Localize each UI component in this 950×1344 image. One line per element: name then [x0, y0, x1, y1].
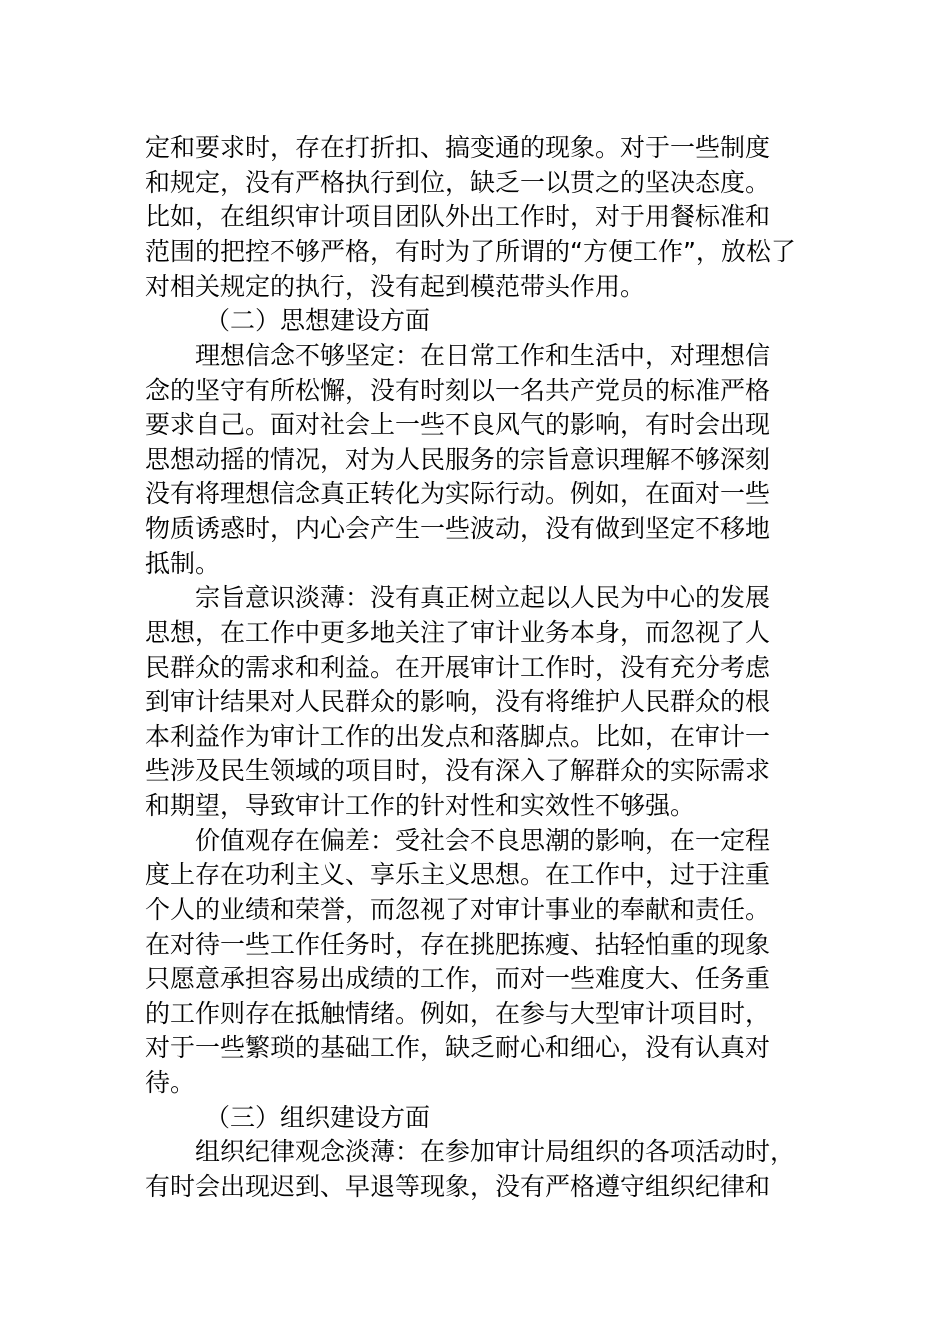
paragraph-first-line: 组织纪律观念淡薄：在参加审计局组织的各项活动时， — [195, 1137, 796, 1166]
text-line: 民群众的需求和利益。在开展审计工作时，没有充分考虑 — [145, 653, 771, 682]
paragraph-first-line: 价值观存在偏差：受社会不良思潮的影响，在一定程 — [195, 826, 771, 855]
text-line: 物质诱惑时，内心会产生一些波动，没有做到坚定不移地 — [145, 514, 771, 543]
text-line: 本利益作为审计工作的出发点和落脚点。比如，在审计一 — [145, 722, 771, 751]
text-line: 思想，在工作中更多地关注了审计业务本身，而忽视了人 — [145, 618, 771, 647]
text-line: 比如，在组织审计项目团队外出工作时，对于用餐标准和 — [145, 202, 771, 231]
text-line: 念的坚守有所松懈，没有时刻以一名共产党员的标准严格 — [145, 376, 771, 405]
text-line: 对相关规定的执行，没有起到模范带头作用。 — [145, 272, 646, 301]
text-line: 有时会出现迟到、早退等现象，没有严格遵守组织纪律和 — [145, 1172, 771, 1201]
text-line: 思想动摇的情况，对为人民服务的宗旨意识理解不够深刻 — [145, 445, 771, 474]
text-line: 个人的业绩和荣誉，而忽视了对审计事业的奉献和责任。 — [145, 895, 771, 924]
section-heading: （二）思想建设方面 — [205, 306, 431, 335]
text-line: 范围的把控不够严格，有时为了所谓的“方便工作”，放松了 — [145, 237, 796, 266]
text-line: 些涉及民生领域的项目时，没有深入了解群众的实际需求 — [145, 756, 771, 785]
text-line: 只愿意承担容易出成绩的工作，而对一些难度大、任务重 — [145, 964, 771, 993]
text-line: 没有将理想信念真正转化为实际行动。例如，在面对一些 — [145, 479, 771, 508]
text-line: 和规定，没有严格执行到位，缺乏一以贯之的坚决态度。 — [145, 168, 771, 197]
text-line: 抵制。 — [145, 549, 221, 578]
text-line: 要求自己。面对社会上一些不良风气的影响，有时会出现 — [145, 410, 771, 439]
text-line: 度上存在功利主义、享乐主义思想。在工作中，过于注重 — [145, 860, 771, 889]
section-heading: （三）组织建设方面 — [205, 1103, 431, 1132]
text-line: 待。 — [145, 1068, 196, 1097]
text-line: 到审计结果对人民群众的影响，没有将维护人民群众的根 — [145, 687, 771, 716]
text-line: 定和要求时，存在打折扣、搞变通的现象。对于一些制度 — [145, 133, 771, 162]
text-line: 对于一些繁琐的基础工作，缺乏耐心和细心，没有认真对 — [145, 1033, 771, 1062]
text-line: 在对待一些工作任务时，存在挑肥拣瘦、拈轻怕重的现象 — [145, 930, 771, 959]
paragraph-first-line: 宗旨意识淡薄：没有真正树立起以人民为中心的发展 — [195, 583, 771, 612]
text-line: 的工作则存在抵触情绪。例如，在参与大型审计项目时， — [145, 999, 771, 1028]
paragraph-first-line: 理想信念不够坚定：在日常工作和生活中，对理想信 — [195, 341, 771, 370]
text-line: 和期望，导致审计工作的针对性和实效性不够强。 — [145, 791, 696, 820]
